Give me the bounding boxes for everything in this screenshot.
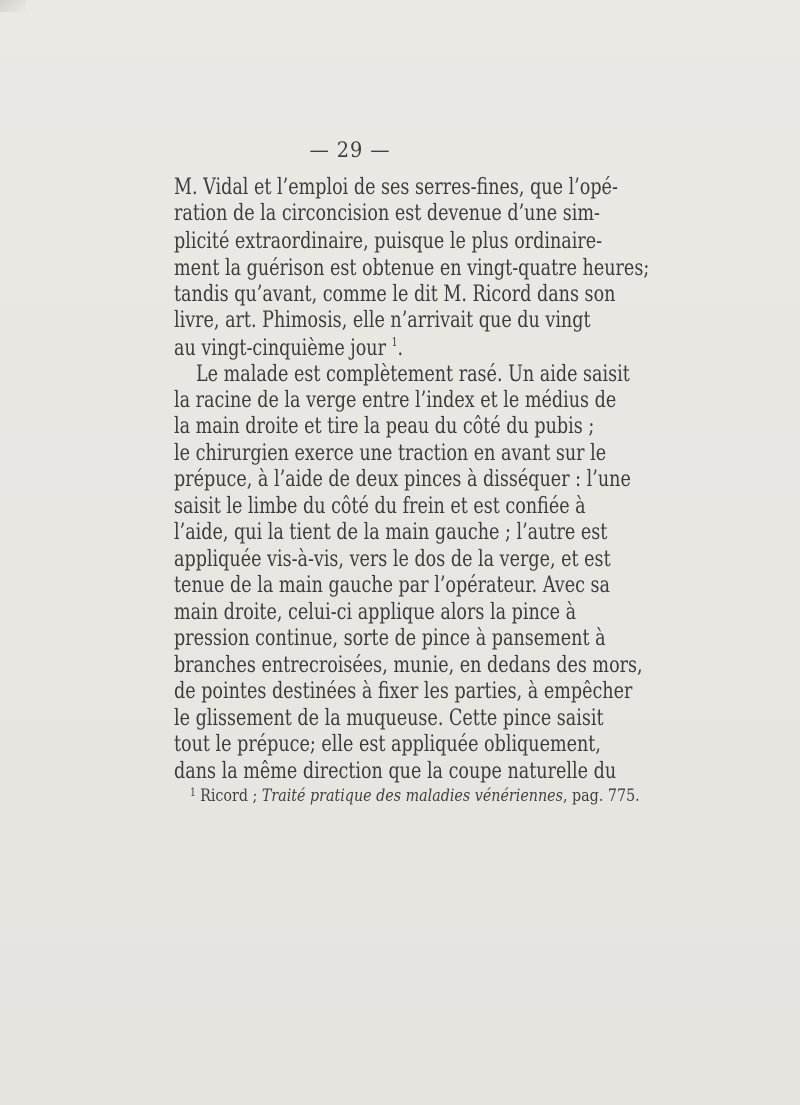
text-line: la racine de la verge entre l’index et le médius de [174, 387, 617, 413]
text-line: appliquée vis-à-vis, vers le dos de la verge, et est [174, 546, 611, 572]
text-line: saisit le limbe du côté du frein et est confiée à [174, 493, 586, 519]
text-line: ration de la circoncision est devenue d’une sim- [174, 200, 600, 226]
text-line: tout le prépuce; elle est appliquée obliquement, [174, 731, 601, 757]
footnote-mark: 1 [190, 786, 196, 799]
text-line: pression continue, sorte de pince à pansement à [174, 625, 606, 651]
text-line: la main droite et tire la peau du côté du pubis ; [174, 413, 595, 439]
paragraph-first-line: Le malade est complètement rasé. Un aide saisit [196, 361, 630, 387]
text-line: main droite, celui-ci applique alors la pince à [174, 599, 577, 625]
text-line: plicité extraordinaire, puisque le plus ordinaire- [174, 228, 603, 254]
text-line: M. Vidal et l’emploi de ses serres-fines, que l’opé- [174, 174, 618, 200]
line-end-punctuation: . [397, 335, 404, 361]
footnote-rest: , pag. 775. [562, 786, 640, 806]
text-line: livre, art. Phimosis, elle n’arrivait que du vingt [174, 307, 591, 333]
text-line-text: au vingt-cinquième jour [174, 335, 386, 361]
text-line: tenue de la main gauche par l’opérateur. Avec sa [174, 572, 610, 598]
text-line: ment la guérison est obtenue en vingt-quatre heures; [174, 255, 650, 281]
page-corner-fold [0, 0, 26, 12]
text-line: prépuce, à l’aide de deux pinces à disséquer : l’une [174, 466, 631, 492]
footnote-reference: 1 [391, 335, 398, 349]
text-line: branches entrecroisées, munie, en dedans des mors, [174, 652, 643, 678]
text-line: dans la même direction que la coupe naturelle du [174, 758, 617, 784]
text-line: de pointes destinées à fixer les parties, à empêcher [174, 678, 633, 704]
footnote-author: Ricord ; [200, 786, 258, 806]
text-line: tandis qu’avant, comme le dit M. Ricord dans son [174, 281, 616, 307]
text-line-with-note [174, 336, 538, 360]
text-line: le chirurgien exerce une traction en avant sur le [174, 440, 607, 466]
footnote-title: Traité pratique des maladies vénériennes [261, 786, 563, 806]
page-number: — 29 — [309, 138, 391, 162]
footnote [190, 786, 640, 806]
text-line: le glissement de la muqueuse. Cette pince saisit [174, 705, 604, 731]
text-line: l’aide, qui la tient de la main gauche ; l’autre est [174, 519, 608, 545]
